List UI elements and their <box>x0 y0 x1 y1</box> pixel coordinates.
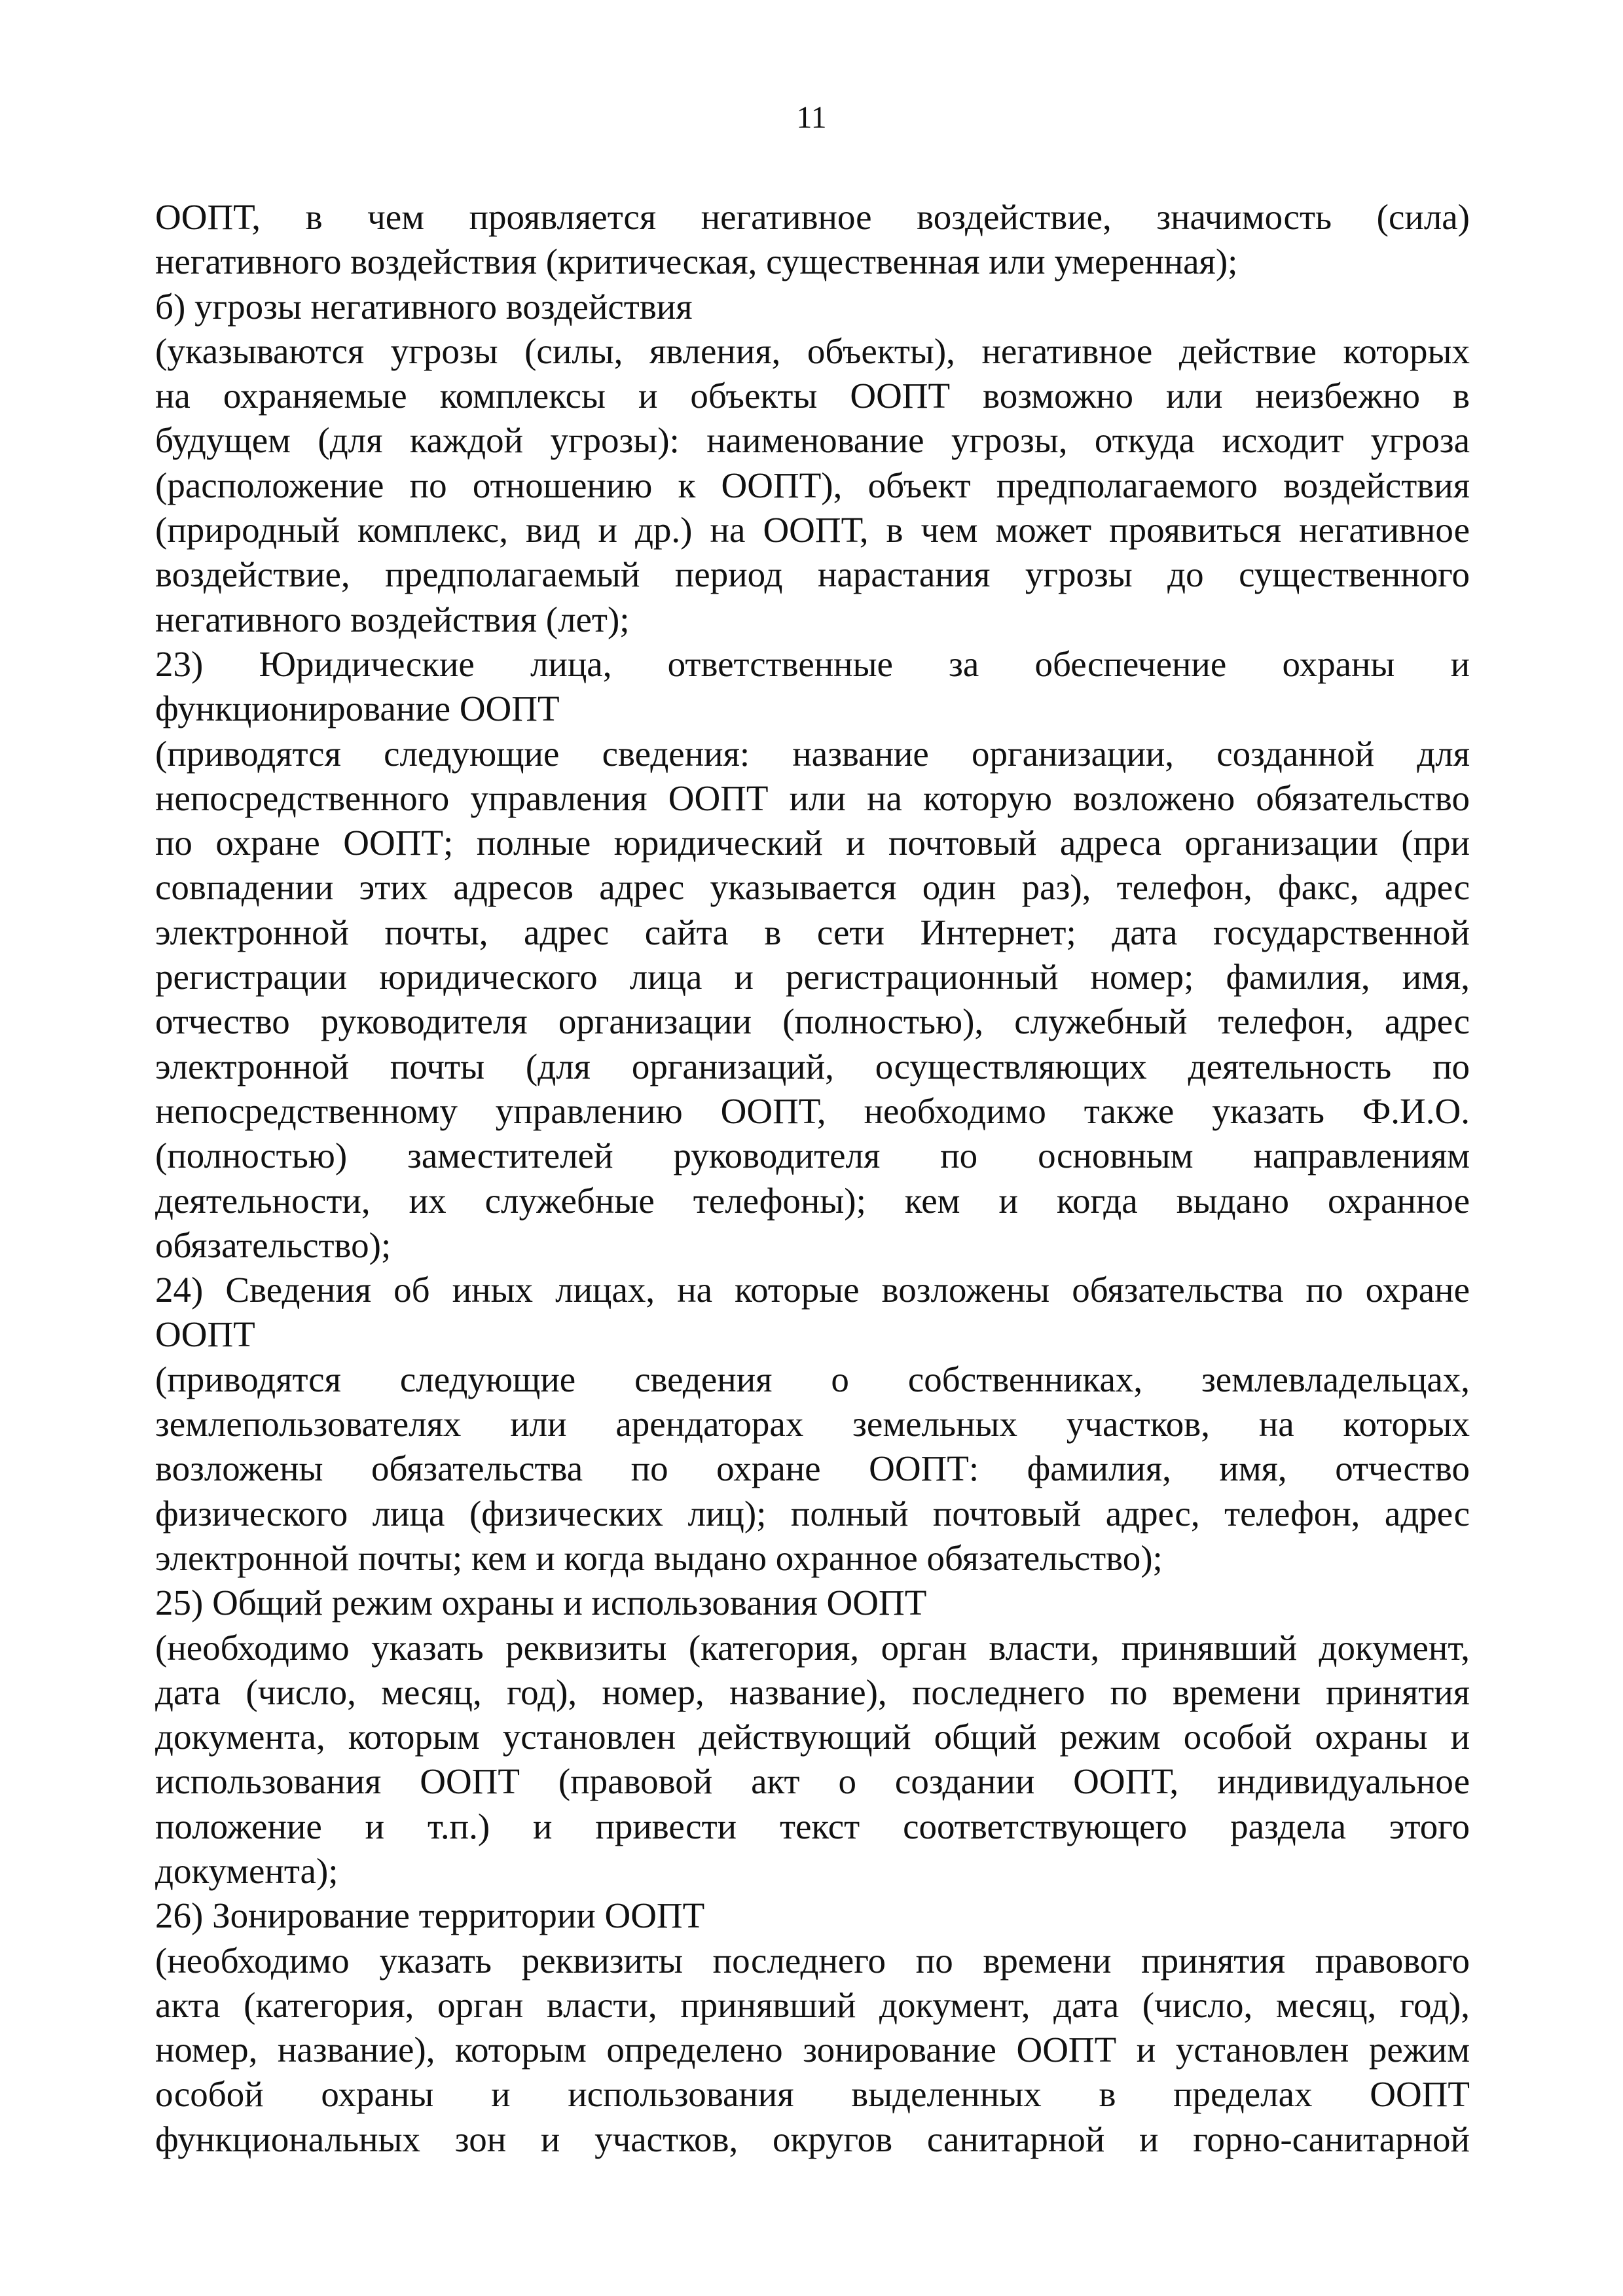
text-line: электронной почты (для организаций, осуществляющих деятельность по <box>155 1046 1470 1086</box>
text-line: на охраняемые комплексы и объекты ООПТ возможно или неизбежно в <box>155 376 1470 416</box>
text-line: 26) Зонирование территории ООПТ <box>155 1895 705 1936</box>
text-line: особой охраны и использования выделенных в пределах ООПТ <box>155 2074 1470 2115</box>
text-line: непосредственному управлению ООПТ, необходимо также указать Ф.И.О. <box>155 1090 1470 1131</box>
text-line: возложены обязательства по охране ООПТ: фамилия, имя, отчество <box>155 1448 1470 1489</box>
text-line: непосредственного управления ООПТ или на которую возложено обязательство <box>155 778 1470 818</box>
body-text <box>155 195 1470 2162</box>
text-line: (необходимо указать реквизиты последнего по времени принятия правового <box>155 1940 1470 1981</box>
text-line: (приводятся следующие сведения о собственниках, землевладельцах, <box>155 1359 1470 1399</box>
text-line: функциональных зон и участков, округов санитарной и горно-санитарной <box>155 2119 1470 2159</box>
text-line: ООПТ, в чем проявляется негативное воздействие, значимость (сила) <box>155 197 1470 237</box>
text-line: обязательство); <box>155 1225 392 1265</box>
page-number: 11 <box>796 100 827 135</box>
text-line: функционирование ООПТ <box>155 689 560 729</box>
text-line: совпадении этих адресов адрес указывается один раз), телефон, факс, адрес <box>155 867 1470 908</box>
text-line: будущем (для каждой угрозы): наименование угрозы, откуда исходит угроза <box>155 420 1470 461</box>
text-line: по охране ООПТ; полные юридический и почтовый адреса организации (при <box>155 823 1470 863</box>
text-line: (природный комплекс, вид и др.) на ООПТ, в чем может проявиться негативное <box>155 510 1470 550</box>
text-line: регистрации юридического лица и регистрационный номер; фамилия, имя, <box>155 957 1470 997</box>
text-line: (указываются угрозы (силы, явления, объекты), негативное действие которых <box>155 331 1470 371</box>
text-line: ООПТ <box>155 1314 255 1355</box>
text-line: воздействие, предполагаемый период нарастания угрозы до существенного <box>155 554 1470 595</box>
text-line: дата (число, месяц, год), номер, название), последнего по времени принятия <box>155 1672 1470 1712</box>
text-line: документа, которым установлен действующий общий режим особой охраны и <box>155 1717 1470 1757</box>
text-line: землепользователях или арендаторах земельных участков, на которых <box>155 1404 1470 1444</box>
text-line: документа); <box>155 1850 338 1891</box>
text-line: (необходимо указать реквизиты (категория, орган власти, принявший документ, <box>155 1627 1470 1668</box>
text-line: акта (категория, орган власти, принявший документ, дата (число, месяц, год), <box>155 1984 1470 2025</box>
text-line: деятельности, их служебные телефоны); кем и когда выдано охранное <box>155 1180 1470 1221</box>
text-line: физического лица (физических лиц); полный почтовый адрес, телефон, адрес <box>155 1493 1470 1534</box>
text-line: (полностью) заместителей руководителя по основным направлениям <box>155 1136 1470 1176</box>
text-line: положение и т.п.) и привести текст соответствующего раздела этого <box>155 1806 1470 1846</box>
text-line: использования ООПТ (правовой акт о создании ООПТ, индивидуальное <box>155 1761 1470 1802</box>
text-line: отчество руководителя организации (полностью), служебный телефон, адрес <box>155 1001 1470 1042</box>
text-line: номер, название), которым определено зонирование ООПТ и установлен режим <box>155 2030 1470 2070</box>
text-line: 24) Сведения об иных лицах, на которые возложены обязательства по охране <box>155 1270 1470 1310</box>
text-line: электронной почты, адрес сайта в сети Интернет; дата государственной <box>155 912 1470 952</box>
text-line: 23) Юридические лица, ответственные за обеспечение охраны и <box>155 643 1470 684</box>
text-line: электронной почты; кем и когда выдано охранное обязательство); <box>155 1537 1163 1578</box>
text-line: негативного воздействия (критическая, существенная или умеренная); <box>155 242 1238 282</box>
text-line: (приводятся следующие сведения: название организации, созданной для <box>155 733 1470 774</box>
text-line: негативного воздействия (лет); <box>155 599 630 639</box>
text-line: (расположение по отношению к ООПТ), объект предполагаемого воздействия <box>155 465 1470 505</box>
text-line: 25) Общий режим охраны и использования ООПТ <box>155 1583 927 1623</box>
text-line: б) угрозы негативного воздействия <box>155 286 693 327</box>
